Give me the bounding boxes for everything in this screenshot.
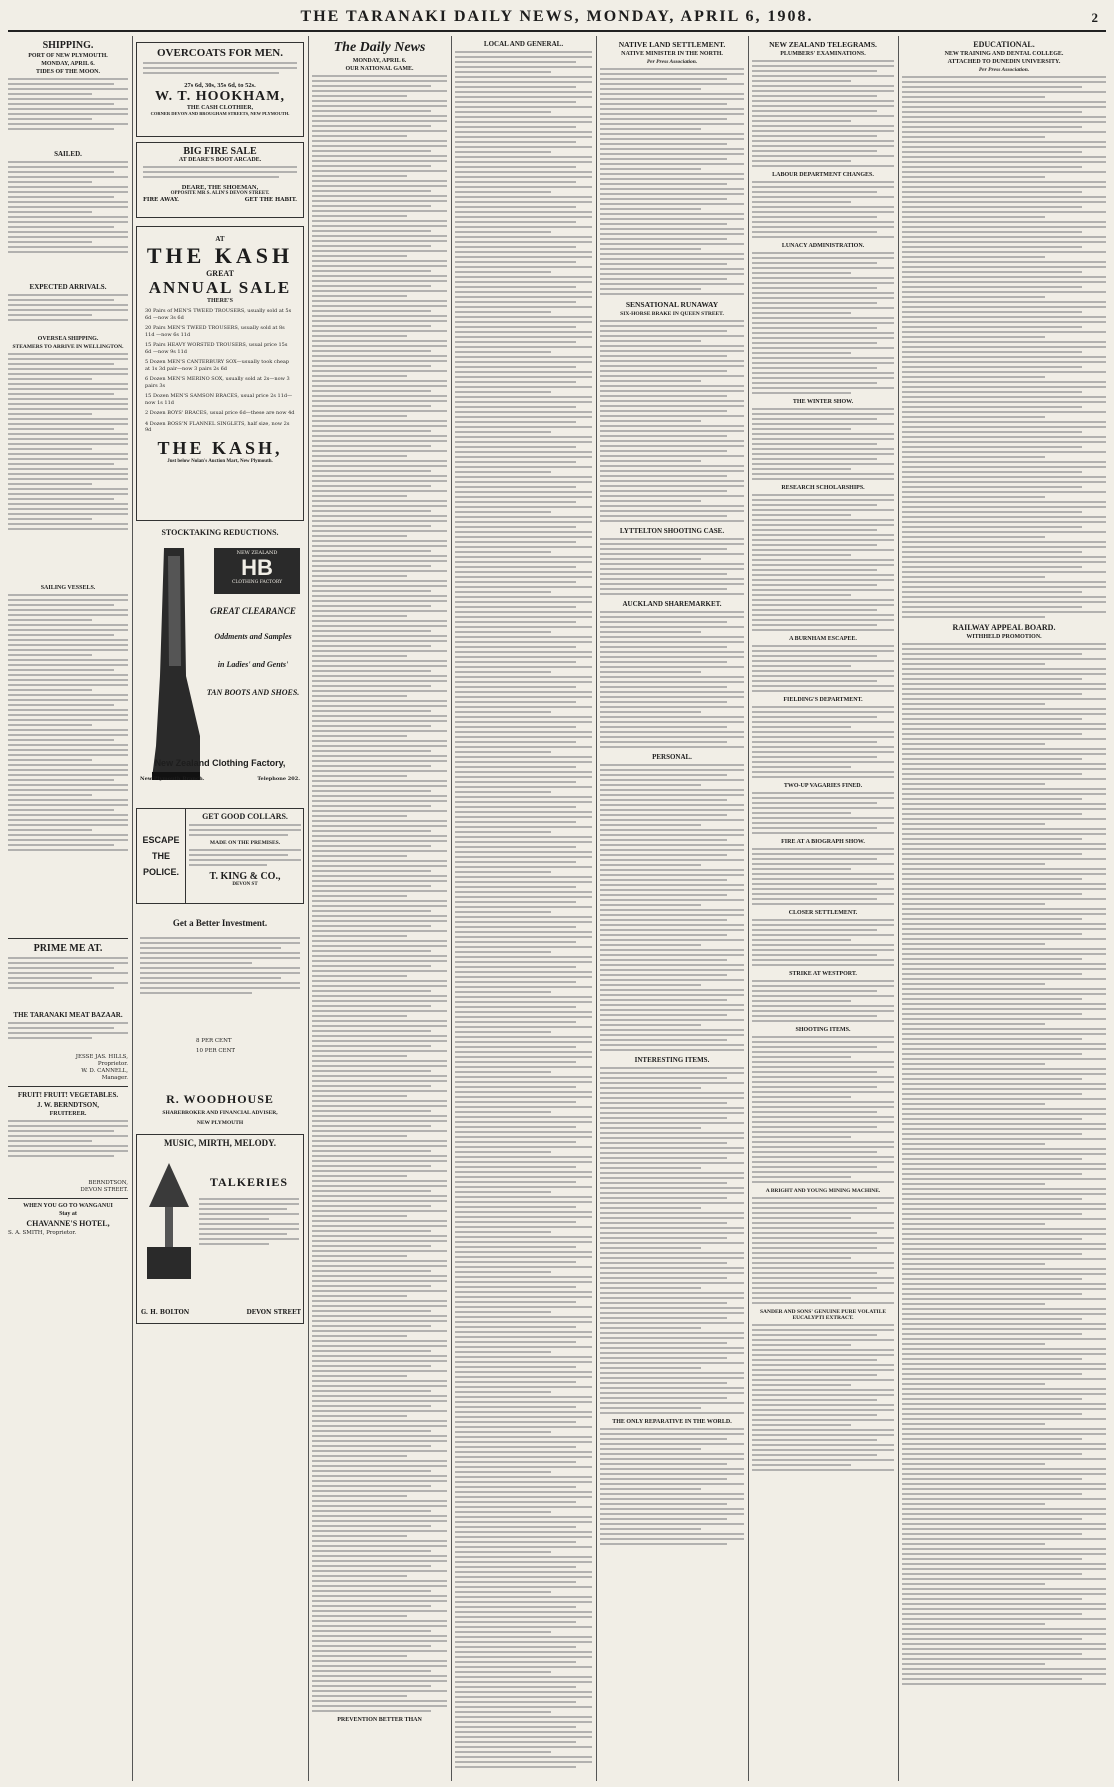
hb-factory: CLOTHING FACTORY [231, 580, 283, 585]
native-land-heading: NATIVE LAND SETTLEMENT. [618, 40, 726, 49]
hb-letters: HB [241, 555, 273, 580]
strike-heading: STRIKE AT WESTPORT. [789, 971, 857, 977]
overcoats-text [143, 62, 297, 80]
boot-illustration-icon [146, 546, 202, 786]
winter-show-heading: THE WINTER SHOW. [792, 399, 854, 405]
editorial-text [312, 75, 447, 1715]
hb-ad [136, 540, 304, 802]
only-reparative-heading: THE ONLY REPARATIVE IN THE WORLD. [612, 1419, 732, 1425]
lyttelton-text [600, 538, 744, 598]
runaway-text [600, 320, 744, 525]
two-up-text [752, 792, 894, 837]
prime-text [8, 957, 128, 1009]
editorial-bottom-heading: PREVENTION BETTER THAN [337, 1717, 422, 1723]
hotel-name: CHAVANNE'S HOTEL, [26, 1219, 110, 1228]
local-general-heading: LOCAL AND GENERAL. [483, 40, 564, 48]
hb-badge [214, 548, 300, 594]
editorial-date: MONDAY, APRIL 6. [352, 58, 407, 64]
meat-bazaar-heading: THE TARANAKI MEAT BAZAAR. [13, 1011, 123, 1019]
percent-8: 8 PER CENT [196, 1038, 232, 1044]
local-text [455, 51, 592, 1771]
tking-address: DEVON ST [232, 882, 258, 887]
sander-heading: SANDER AND SONS' GENUINE PURE VOLATILE EUCALYPTI EXTRACT. [759, 1309, 887, 1321]
native-text [600, 68, 744, 298]
runaway-sub: SIX-HORSE BRAKE IN QUEEN STREET. [620, 311, 724, 317]
wanganui-heading: WHEN YOU GO TO WANGANUI [23, 1203, 113, 1209]
escape-panel [137, 809, 186, 903]
sailed-text [8, 161, 128, 281]
educational-heading: EDUCATIONAL. [973, 40, 1035, 49]
hookham-sub: THE CASH CLOTHIER, [186, 105, 254, 111]
devon-street: DEVON STREET [246, 1309, 301, 1316]
fire-sale-text [143, 166, 297, 182]
research-heading: RESEARCH SCHOLARSHIPS. [781, 485, 865, 491]
meat-proprietor-title: Proprietor. [97, 1061, 128, 1067]
overcoats-title: OVERCOATS FOR MEN. [157, 47, 283, 59]
kash-item: 2 Dozen BOYS' BRACES, usual price 6d—these are now 4d [145, 410, 295, 416]
personal-text [600, 764, 744, 1054]
fruit-text [8, 1120, 128, 1180]
burnham-heading: A BURNHAM ESCAPEE. [789, 636, 857, 642]
port-line: PORT OF NEW PLYMOUTH. [28, 53, 108, 59]
lunacy-heading: LUNACY ADMINISTRATION. [781, 243, 865, 249]
interesting-heading: INTERESTING ITEMS. [634, 1056, 710, 1064]
investment-text [140, 934, 300, 1034]
tides-text [8, 78, 128, 148]
expected-text [8, 294, 128, 334]
kash-item: 15 Pairs HEAVY WORSTED TROUSERS, usual price 15s 6d —now 9s 11d [145, 342, 288, 355]
talkeries-ad [136, 1134, 304, 1324]
stocktaking-heading: STOCKTAKING REDUCTIONS. [161, 528, 279, 537]
runaway-heading: SENSATIONAL RUNAWAY [625, 300, 719, 309]
mining-text [752, 1197, 894, 1307]
auckland-text [600, 611, 744, 751]
kash-address: Just below Nolan's Auction Mart, New Plymouth. [167, 458, 273, 464]
masthead-title: THE TARANAKI DAILY NEWS, MONDAY, APRIL 6, 1908. [300, 8, 814, 25]
native-land-sub: NATIVE MINISTER IN THE NORTH. [621, 51, 723, 57]
column-3-editorial [312, 38, 447, 1783]
college-heading: NEW TRAINING AND DENTAL COLLEGE. [944, 51, 1064, 57]
labour-heading: LABOUR DEPARTMENT CHANGES. [772, 172, 874, 178]
fire-away: FIRE AWAY. [143, 197, 180, 203]
sailing-heading: SAILING VESSELS. [40, 585, 96, 591]
sander-text [752, 1324, 894, 1474]
meat-manager: W. D. CANNELL, [81, 1068, 128, 1074]
railway-appeal-heading: RAILWAY APPEAL BOARD. [952, 623, 1056, 632]
withheld-heading: WITHHELD PROMOTION. [966, 634, 1042, 640]
hb-brand: NEW ZEALAND [236, 550, 278, 556]
kash-items [145, 308, 295, 434]
daily-news-title: The Daily News [333, 40, 426, 55]
sailed-heading: SAILED. [54, 150, 82, 158]
closer-text [752, 919, 894, 969]
meat-text [8, 1022, 128, 1054]
column-4-local [455, 38, 592, 1783]
column-2-ads [136, 38, 304, 1783]
fire-sale-sub: AT DEARE'S BOOT ARCADE. [178, 157, 262, 163]
telephone-label: Telephone 202. [257, 776, 300, 782]
column-rule [132, 36, 133, 1781]
kash-theres: THERE'S [206, 298, 233, 304]
escape-word-3: POLICE. [142, 867, 179, 877]
press-association: Per Press Association. [646, 59, 698, 65]
kash-item: 15 Dozen MEN'S SAMSON BRACES, usual price 2s 11d—now 1s 11d [145, 393, 293, 406]
kash-item: 5 Dozen MEN'S CANTERBURY SOX—usually took cheap at 1s 3d pair—now 3 pairs 2s 6d [145, 359, 290, 372]
two-up-heading: TWO-UP VAGARIES FINED. [783, 783, 863, 789]
railway-text [902, 643, 1106, 1688]
kash-annual-sale: ANNUAL SALE [148, 278, 292, 297]
talkeries-text [199, 1195, 299, 1275]
escape-word-1: ESCAPE [142, 835, 180, 845]
kash-item: 4 Dozen BOSS'N FLANNEL SINGLETS, half size, now 2s 9d [145, 420, 290, 433]
made-on-premises: MADE ON THE PREMISES. [209, 840, 281, 846]
column-5-news [600, 38, 744, 1783]
collars-title: GET GOOD COLLARS. [202, 812, 288, 821]
telegrams-heading: NEW ZEALAND TELEGRAMS. [769, 40, 877, 49]
shooting-text [752, 1036, 894, 1186]
educational-text [902, 76, 1106, 621]
wellington-heading: STEAMERS TO ARRIVE IN WELLINGTON. [12, 344, 124, 350]
overcoat-prices: 27s 6d, 30s, 35s 6d, to 52s. [184, 82, 256, 89]
winter-text [752, 408, 894, 483]
steamers-text [8, 353, 128, 583]
masthead [8, 6, 1106, 32]
kash-item: 20 Pairs MEN'S TWEED TROUSERS, usually sold at 8s 11d —now 6s 11d [145, 325, 285, 338]
hookham-name: W. T. HOOKHAM, [154, 89, 286, 104]
fieldings-heading: FIELDING'S DEPARTMENT. [783, 697, 863, 703]
deare-address: OPPOSITE MR S. ALIN'S DEVON STREET. [170, 191, 270, 196]
fruit-heading: FRUIT! FRUIT! VEGETABLES. [17, 1091, 119, 1099]
woodhouse-town: NEW PLYMOUTH [196, 1120, 244, 1126]
tan-boots: TAN BOOTS AND SHOES. [206, 688, 300, 697]
plumbers-heading: PLUMBERS' EXAMINATIONS. [780, 51, 866, 57]
kash-item: 30 Pairs of MEN'S TWEED TROUSERS, usually sold at 5s 6d —now 3s 6d [145, 308, 292, 321]
closer-settlement-heading: CLOSER SETTLEMENT. [788, 910, 858, 916]
column-rule [596, 36, 597, 1781]
woodhouse-sub: SHAREBROKER AND FINANCIAL ADVISER, [162, 1110, 278, 1116]
meat-proprietor: JESSE JAS. HILLS, [75, 1054, 128, 1060]
fieldings-text [752, 706, 894, 781]
woodhouse-name: R. WOODHOUSE [166, 1092, 274, 1106]
lyttelton-heading: LYTTELTON SHOOTING CASE. [619, 527, 725, 535]
biograph-fire-heading: FIRE AT A BIOGRAPH SHOW. [781, 839, 865, 845]
bolton-name: G. H. BOLTON [141, 1309, 190, 1316]
nz-clothing-factory: New Zealand Clothing Factory, [154, 758, 286, 768]
meat-manager-title: Manager. [101, 1075, 128, 1081]
strike-text [752, 980, 894, 1025]
get-the-habit: GET THE HABIT. [244, 197, 297, 203]
collars-panel [189, 812, 301, 887]
stay-at: Stay at [59, 1211, 77, 1217]
column-rule [451, 36, 452, 1781]
research-text [752, 494, 894, 634]
ladies-gents: in Ladies' and Gents' [217, 660, 289, 669]
fire-sale-title: BIG FIRE SALE [183, 146, 257, 157]
plumbers-text [752, 60, 894, 170]
fire-sale-ad [136, 142, 304, 218]
shipping-heading: SHIPPING. [42, 40, 94, 51]
kash-item: 6 Dozen MEN'S MERINO SOX, usually sold at 2s—now 3 pairs 3s [145, 376, 290, 389]
berndtson-name: J. W. BERNDTSON, [36, 1101, 100, 1109]
personal-heading: PERSONAL. [652, 753, 692, 761]
kash-great: GREAT [206, 269, 234, 278]
great-clearance: GREAT CLEARANCE [210, 606, 296, 616]
oddments: Oddments and Samples [214, 632, 292, 641]
hookham-address: CORNER DEVON AND BROUGHAM STREETS, NEW PLYMOUTH. [150, 111, 290, 116]
kash-sale-ad [136, 226, 304, 521]
lunacy-text [752, 252, 894, 397]
column-rule [898, 36, 899, 1781]
column-7-educational [902, 38, 1106, 1783]
berndtson-sign: BERNDTSON, [88, 1180, 128, 1186]
only-text [600, 1428, 744, 1548]
auckland-heading: AUCKLAND SHAREMARKET. [622, 600, 722, 608]
shooting-items-heading: SHOOTING ITEMS. [795, 1027, 851, 1033]
gramophone-icon [143, 1157, 195, 1287]
collars-ad [136, 808, 304, 904]
tides-heading: TIDES OF THE MOON. [35, 69, 100, 75]
tking-name: T. KING & CO., [209, 871, 281, 882]
talkeries-title: TALKERIES [209, 1175, 289, 1189]
column-rule [308, 36, 309, 1781]
page-number: 2 [1091, 10, 1098, 25]
music-mirth: MUSIC, MIRTH, MELODY. [163, 1138, 277, 1148]
kash-title-2: THE KASH, [157, 437, 283, 458]
berndtson-street: DEVON STREET. [80, 1187, 128, 1193]
expected-heading: EXPECTED ARRIVALS. [29, 283, 107, 291]
interesting-text [600, 1067, 744, 1417]
column-rule [748, 36, 749, 1781]
press-association-7: Per Press Association. [978, 67, 1030, 73]
sailing-text [8, 594, 128, 934]
column-6-telegrams [752, 38, 894, 1783]
mining-heading: A BRIGHT AND YOUNG MINING MACHINE. [765, 1188, 881, 1194]
attached-heading: ATTACHED TO DUNEDIN UNIVERSITY. [947, 59, 1061, 65]
overseas-heading: OVERSEA SHIPPING. [37, 336, 99, 342]
deare-name: DEARE, THE SHOEMAN, [181, 184, 259, 191]
biograph-text [752, 848, 894, 908]
overcoats-ad [136, 42, 304, 137]
kash-at: AT [215, 235, 225, 243]
branch-label: New Plymouth Branch. [140, 776, 205, 782]
escape-word-2: THE [152, 851, 170, 861]
prime-heading: PRIME ME AT. [33, 943, 103, 954]
kash-title: THE KASH [146, 243, 294, 268]
percent-10: 10 PER CENT [196, 1048, 236, 1054]
column-1 [8, 38, 128, 1783]
editorial-subhead: OUR NATIONAL GAME. [345, 66, 414, 72]
labour-text [752, 181, 894, 241]
investment-heading: Get a Better Investment. [172, 918, 268, 928]
fruiterer-label: FRUITERER. [49, 1111, 87, 1117]
date-line: MONDAY, APRIL 6. [41, 61, 95, 67]
hotel-proprietor: S. A. SMITH, Proprietor. [8, 1230, 77, 1236]
burnham-text [752, 645, 894, 695]
